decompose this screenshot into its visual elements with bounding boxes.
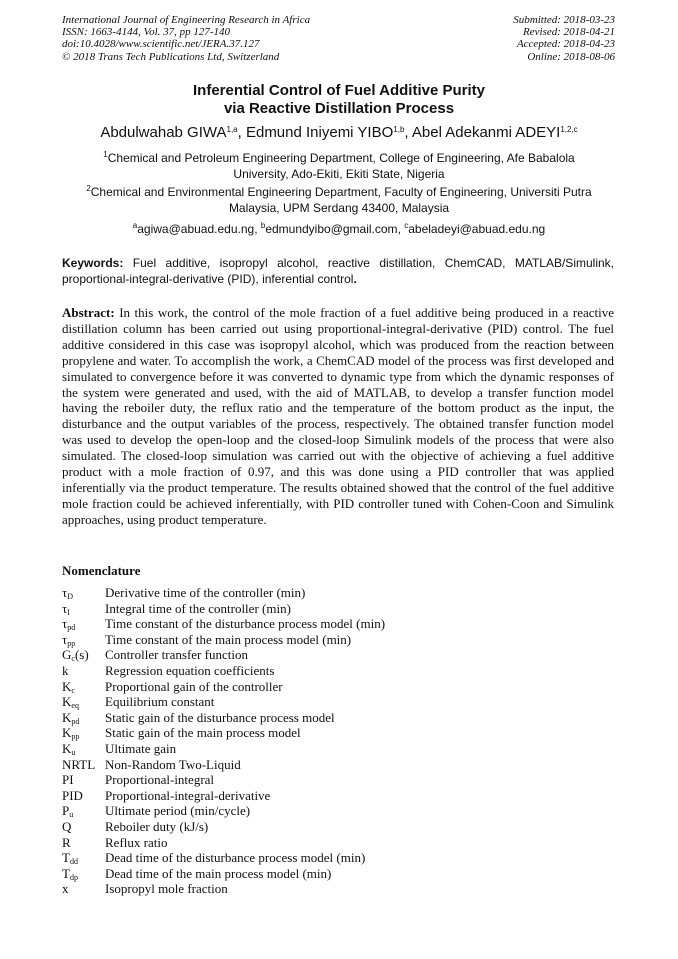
author-emails	[0, 221, 678, 237]
author-affiliation-mark: 1,b	[393, 125, 405, 134]
keywords-paragraph	[62, 256, 614, 287]
date-revised: Revised: 2018-04-21	[523, 26, 615, 39]
nomenclature-list	[62, 585, 614, 897]
symbol-base: k	[62, 662, 69, 678]
nomenclature-row	[62, 725, 614, 741]
nomenclature-description: Integral time of the controller (min)	[105, 600, 291, 616]
nomenclature-row	[62, 663, 614, 679]
email-address[interactable]: abeladeyi@abuad.edu.ng	[408, 222, 546, 236]
nomenclature-row	[62, 819, 614, 835]
nomenclature-description: Time constant of the disturbance process model (min)	[105, 616, 386, 632]
author-affiliation-mark: 1,a	[226, 125, 238, 134]
abstract-text: In this work, the control of the mole fraction of a fuel additive being produced in a reactive distillation column has been carried out using proportional-integral-derivative (PID) control. The fuel additive considered in this case was isopropyl alcohol, which was produced from the reaction between propylene and water. To accomplish the work, a ChemCAD model of the process was first developed and simulated to convergence before it was converted to dynamic type from which the dynamic responses of the system were generated and used, with the aid of MATLAB, to develop a transfer function model having the reboiler duty, the reflux ratio and the temperature of the bottom product as the input, the disturbance and the output variables of the process, respectively. The obtained transfer function model was used to develop the open-loop and the closed-loop Simulink models of the process that were also simulated. The closed-loop simulation was carried out with the objective of achieving a fuel additive product with a mole fraction of 0.97, and this was done using a PID controller that was applied inferentially via the product temperature. The results obtained showed that the control of the fuel additive mole fraction could be achieved inferentially, with PID controller tuned with Cohen-Coon and Simulink approaches, using product temperature.	[62, 305, 614, 527]
abstract-paragraph	[62, 305, 614, 528]
nomenclature-symbol	[62, 835, 105, 851]
affiliation-text: Chemical and Petroleum Engineering Department, College of Engineering, Afe Babalola University, Ado-Ekiti, Ekiti State, Nigeria	[107, 151, 575, 181]
nomenclature-description: Proportional-integral-derivative	[105, 787, 271, 803]
nomenclature-description: Reflux ratio	[105, 834, 168, 850]
author-separator: ,	[237, 124, 246, 141]
symbol-base: K	[62, 740, 72, 756]
nomenclature-description: Proportional-integral	[105, 772, 215, 788]
symbol-subscript: c	[71, 654, 75, 664]
nomenclature-row	[62, 585, 614, 601]
nomenclature-description: Time constant of the main process model (min)	[105, 631, 352, 647]
nomenclature-row	[62, 647, 614, 663]
symbol-subscript: I	[67, 607, 70, 617]
nomenclature-description: Isopropyl mole fraction	[105, 881, 228, 897]
affiliation-mark: 2	[86, 184, 91, 193]
author-name: Abdulwahab GIWA	[100, 124, 227, 141]
journal-copyright: © 2018 Trans Tech Publications Ltd, Switzerland	[62, 50, 280, 63]
email-mark: a	[132, 221, 138, 230]
email-separator: ,	[254, 222, 261, 236]
nomenclature-heading: Nomenclature	[62, 563, 141, 578]
nomenclature-row	[62, 803, 614, 819]
publication-dates	[513, 14, 615, 63]
nomenclature-description: Non-Random Two-Liquid	[105, 756, 241, 772]
symbol-base: R	[62, 834, 71, 850]
nomenclature-description: Ultimate period (min/cycle)	[105, 803, 251, 819]
symbol-base: G	[62, 647, 72, 663]
abstract-label: Abstract:	[62, 305, 115, 320]
symbol-subscript: pp	[71, 732, 80, 742]
nomenclature-row	[62, 757, 614, 773]
symbol-subscript: pp	[67, 638, 76, 648]
symbol-base: NRTL	[62, 756, 96, 772]
symbol-base: T	[62, 865, 70, 881]
symbol-base: τ	[62, 616, 68, 632]
email-address[interactable]: agiwa@abuad.edu.ng	[137, 222, 255, 236]
journal-issn: ISSN: 1663-4144, Vol. 37, pp 127-140	[62, 26, 231, 39]
affiliation-1	[80, 150, 598, 182]
symbol-base: K	[62, 709, 72, 725]
paper-title	[0, 82, 678, 118]
nomenclature-row	[62, 632, 614, 648]
title-line-2: via Reactive Distillation Process	[223, 100, 455, 117]
nomenclature-symbol	[62, 788, 105, 804]
nomenclature-row	[62, 741, 614, 757]
symbol-suffix: (s)	[74, 647, 89, 663]
nomenclature-row	[62, 679, 614, 695]
keywords-text: Fuel additive, isopropyl alcohol, reactive distillation, ChemCAD, MATLAB/Simulink, proportional-integral-derivative (PID), inferential control	[62, 256, 614, 286]
symbol-base: K	[62, 678, 72, 694]
affiliation-2	[80, 184, 598, 216]
nomenclature-description: Controller transfer function	[105, 647, 248, 663]
symbol-subscript: u	[69, 810, 74, 820]
author-affiliation-mark: 1,2,c	[560, 125, 578, 134]
nomenclature-description: Reboiler duty (kJ/s)	[105, 818, 209, 834]
keywords-label: Keywords:	[62, 256, 124, 270]
symbol-subscript: D	[67, 592, 74, 601]
nomenclature-description: Static gain of the main process model	[105, 725, 301, 741]
date-submitted: Submitted: 2018-03-23	[513, 14, 615, 26]
nomenclature-description: Dead time of the main process model (min)	[105, 865, 332, 881]
nomenclature-symbol	[62, 819, 105, 835]
symbol-base: K	[62, 694, 72, 710]
author-name: Abel Adekanmi ADEYI	[411, 124, 561, 141]
affiliation-text: Chemical and Environmental Engineering Department, Faculty of Engineering, Universiti Putra Malaysia, UPM Serdang 43400, Malaysia	[90, 185, 592, 215]
nomenclature-row	[62, 772, 614, 788]
nomenclature-row	[62, 694, 614, 710]
nomenclature-row	[62, 616, 614, 632]
nomenclature-symbol	[62, 881, 105, 897]
symbol-base: τ	[62, 585, 68, 600]
nomenclature-description: Regression equation coefficients	[105, 662, 275, 678]
nomenclature-row	[62, 788, 614, 804]
email-mark: c	[404, 221, 409, 230]
nomenclature-description: Dead time of the disturbance process model (min)	[105, 850, 366, 866]
author-separator: ,	[404, 124, 412, 141]
symbol-subscript: u	[71, 747, 76, 757]
date-online: Online: 2018-08-06	[527, 50, 615, 63]
symbol-base: P	[62, 803, 70, 819]
journal-doi: doi:10.4028/www.scientific.net/JERA.37.127	[62, 38, 260, 51]
nomenclature-row	[62, 710, 614, 726]
symbol-subscript: dd	[69, 857, 78, 867]
author-list	[0, 124, 678, 142]
keywords-end: .	[353, 271, 357, 286]
nomenclature-row	[62, 835, 614, 851]
symbol-base: PID	[62, 787, 83, 803]
author-name: Edmund Iniyemi YIBO	[245, 124, 394, 141]
nomenclature-row	[62, 866, 614, 882]
symbol-subscript: dp	[69, 872, 78, 882]
nomenclature-symbol	[62, 757, 105, 773]
nomenclature-row	[62, 881, 614, 897]
symbol-subscript: pd	[67, 623, 76, 633]
nomenclature-description: Derivative time of the controller (min)	[105, 585, 306, 600]
nomenclature-description: Static gain of the disturbance process model	[105, 709, 335, 725]
email-address[interactable]: edmundyibo@gmail.com	[265, 222, 398, 236]
symbol-base: K	[62, 725, 72, 741]
nomenclature-symbol	[62, 663, 105, 679]
symbol-base: T	[62, 850, 70, 866]
nomenclature-description: Equilibrium constant	[105, 694, 215, 710]
title-line-1: Inferential Control of Fuel Additive Purity	[193, 82, 485, 99]
journal-name: International Journal of Engineering Research in Africa	[62, 14, 311, 26]
symbol-base: PI	[62, 772, 74, 788]
symbol-base: τ	[62, 631, 68, 647]
symbol-subscript: eq	[71, 701, 79, 711]
nomenclature-symbol	[62, 772, 105, 788]
symbol-base: τ	[62, 600, 68, 616]
nomenclature-description: Ultimate gain	[105, 740, 177, 756]
symbol-base: x	[62, 881, 69, 897]
symbol-base: Q	[62, 818, 72, 834]
symbol-subscript: c	[71, 685, 75, 695]
date-accepted: Accepted: 2018-04-23	[516, 38, 615, 51]
email-separator: ,	[397, 222, 405, 236]
affiliation-mark: 1	[103, 150, 108, 159]
journal-info	[62, 14, 310, 63]
email-mark: b	[260, 221, 266, 230]
nomenclature-description: Proportional gain of the controller	[105, 678, 283, 694]
nomenclature-row	[62, 850, 614, 866]
symbol-subscript: pd	[71, 716, 80, 726]
nomenclature-row	[62, 601, 614, 617]
